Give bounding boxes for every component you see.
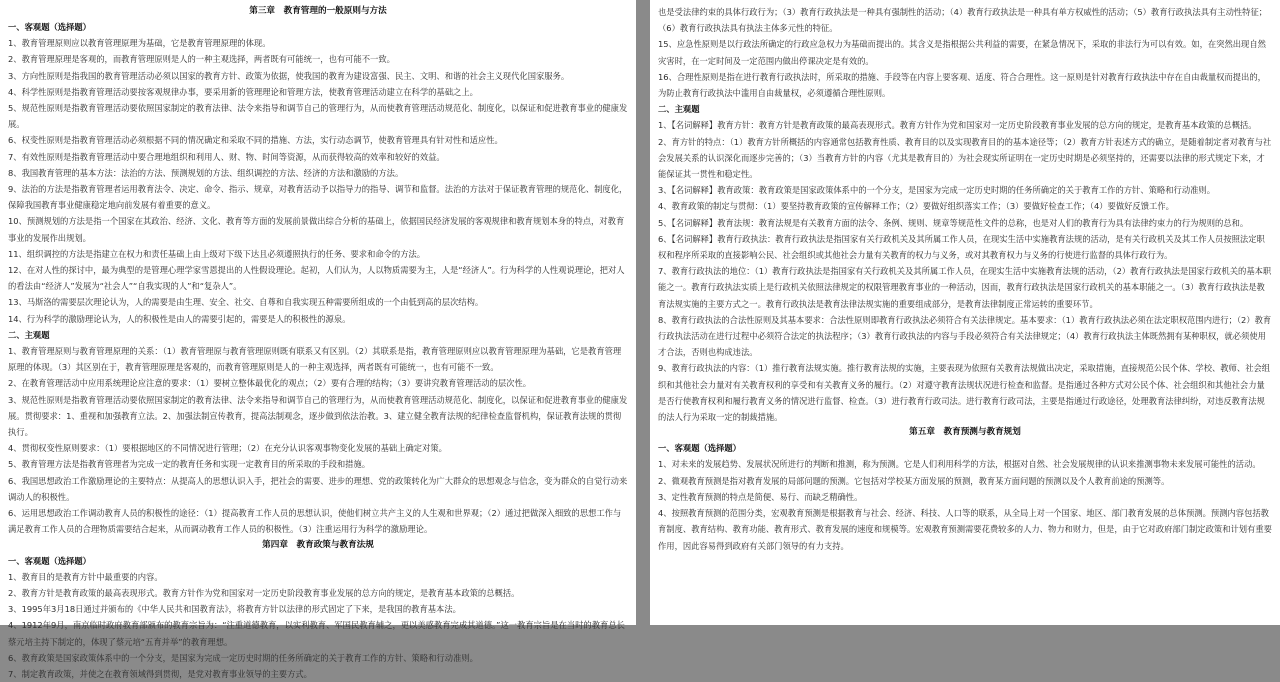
paragraph: 也是受法律约束的具体行政行为；（3）教育行政执法是一种具有强制性的活动；（4）教育行政执法是一种具有单方权威性的活动；（5）教育行政执法具有主动性特征；（6）教育行政执法具有执法主体多元性的特征。 xyxy=(658,7,1268,34)
paragraph: 4、教育政策的制定与贯彻：（1）要坚持教育政策的宣传解释工作；（2）要做好组织落实工作；（3）要做好检查工作；（4）要做好反馈工作。 xyxy=(658,201,1174,212)
paragraph-group xyxy=(8,343,628,537)
paragraph: 3、1995年3月18日通过并颁布的《中华人民共和国教育法》，将教育方针以法律的形式固定了下来，是我国的教育基本法。 xyxy=(8,604,461,615)
paragraph: 2、育方针的特点：（1）教育方针所概括的内容通常包括教育性质、教育目的以及实现教育目的的基本途径等；（2）教育方针表述方式的确立，是随着制定者对教育与社会发展关系的认识深化而逐步完善的；（3）当教育方针的内容（尤其是教育目的）为社会现实所证明在一定历史时期是必须坚持的，还需要以法律的形式规定下来，才能保证其一贯性和稳定性。 xyxy=(658,136,1272,180)
paragraph: 9、教育行政执法的内容：（1）推行教育法规实施。推行教育法规的实施，主要表现为依照有关教育法规做出决定，采取措施，直接规范公民个体、学校、教师、社会组织和其他社会力量对有关教育权利的享受和有关教育义务的履行。（2）对遵守教育法规状况进行检查和监督。是指通过各种方式对公民个体、社会组织和其他社会力量是否行使教育权利和履行教育义务的情况进行监督、检查。（3）进行教育行政司法。进行教育行政司法，主要是指通过行政途径，处理教育法律纠纷，对违反教育法规的法人行为采取一定的制裁措施。 xyxy=(658,363,1271,423)
paragraph: 2、微观教育预测是指对教育发展的局部问题的预测。它包括对学校某方面发展的预测，教育某方面问题的预测以及个人教育前途的预测等。 xyxy=(658,475,1170,486)
paragraph: 1、教育目的是教育方针中最重要的内容。 xyxy=(8,571,163,582)
paragraph: 8、教育行政执法的合法性原则及其基本要求：合法性原则即教育行政执法必须符合有关法律规定。基本要求：（1）教育行政执法必须在法定职权范围内进行；（2）教育行政执法活动在进行过程中必须符合法定的执法程序；（3）教育行政执法的内容与手段必须符合有关法律规定；（4）教育行政执法主体既然拥有某种职权，就必须使用才合法，否则也构成违法。 xyxy=(658,314,1272,358)
paragraph: 7、教育行政执法的地位：（1）教育行政执法是指国家有关行政机关及其所属工作人员，在现实生活中实施教育法规的活动，（2）教育行政执法是国家行政机关的基本职能之一。教育行政执法实质上是行政机关依照法律规定的权限管理教育事业的一种活动，因而，教育行政执法是国家行政机关的基本职能之一。（3）教育行政执法是教育法规实施的主要方式之一。教育行政执法是教育法律法规实施的重要组成部分，是教育法律制度正常运转的重要环节。 xyxy=(658,266,1272,309)
paragraph: 1、教育管理原则应以教育管理原理为基础，它是教育管理原理的体现。 xyxy=(8,38,271,49)
paragraph-group xyxy=(8,35,628,327)
paragraph: 7、制定教育政策，并使之在教育领域得到贯彻，是党对教育事业领导的主要方式。 xyxy=(8,668,312,679)
paragraph: 14、行为科学的激励理论认为，人的积极性是由人的需要引起的，需要是人的积极性的源泉。 xyxy=(8,313,351,324)
paragraph: 7、有效性原则是指教育管理活动中要合理地组织和利用人、财、物、时间等资源，从而获得较高的效率和较好的效益。 xyxy=(8,151,445,162)
paragraph: 10、预测规划的方法是指一个国家在其政治、经济、文化、教育等方面的发展前景做出综合分析的基础上，依据国民经济发展的客观规律和教育规划本身的特点，对教育事业的发展作出规划。 xyxy=(8,216,625,243)
paragraph: 6、教育政策是国家政策体系中的一个分支，是国家为完成一定历史时期的任务所确定的关于教育工作的方针、策略和行动准则。 xyxy=(8,652,478,663)
section-heading: 一、客观题（选择题） xyxy=(8,555,91,566)
chapter-title: 第三章 教育管理的一般原则与方法 xyxy=(249,6,387,16)
paragraph: 15、应急性原则是以行政法所确定的行政应急权力为基础而提出的。其含义是指根据公共利益的需要，在紧急情况下，采取的非法行为可以有效。如，在突然出现自然灾害时，在一定时间及一定范围内做出停课决定是有效的。 xyxy=(658,39,1266,66)
paragraph: 3、方向性原则是指我国的教育管理活动必须以国家的教育方针、政策为依据，使我国的教育为建设富强、民主、文明、和谐的社会主义现代化国家服务。 xyxy=(8,70,570,81)
paragraph: 3、【名词解释】教育政策：教育政策是国家政策体系中的一个分支，是国家为完成一定历史时期的任务所确定的关于教育工作的方针、策略和行动准则。 xyxy=(658,185,1216,196)
paragraph: 6、【名词解释】教育行政执法：教育行政执法是指国家有关行政机关及其所属工作人员，在现实生活中实施教育法规的活动，是有关行政机关及其工作人员按照法定职权和程序所采取的直接影响公民、社会组织或其他社会力量有关教育的权力与义务，或对其教育权力与义务的行使进行监督的具体行政行为。 xyxy=(658,233,1265,261)
paragraph: 8、我国教育管理的基本方法：法治的方法、预测规划的方法、组织调控的方法、经济的方法和激励的方法。 xyxy=(8,167,404,178)
paragraph-group xyxy=(658,117,1272,425)
paragraph: 3、规范性原则是指教育管理活动要依照国家制定的教育法律、法令来指导和调节自己的管理行为，从而使教育管理活动规范化、制度化，以保证和促进教育事业的健康发展。贯彻要求：1、重视和加强教育立法。2、加强法制宣传教育，提高法制观念，逐步做到依法治教。3、建立健全教育法规的纪律检查监督机构，保证教育法规的贯彻执行。 xyxy=(8,394,628,438)
paragraph: 2、教育方针是教育政策的最高表现形式。教育方针作为党和国家对一定历史阶段教育事业发展的总方向的规定，是教育基本政策的总概括。 xyxy=(8,587,520,598)
paragraph: 1、教育管理原则与教育管理原理的关系：（1）教育管理原与教育管理原则既有联系又有区别。（2）其联系是指，教育管理原则应以教育管理原理为基础，它是教育管理原理的体现。（3）其区别在于，教育管理原理是客观的，而教育管理原则是人的一种主观选择，两者既有可能统一，也有可能不一致。 xyxy=(8,346,622,373)
paragraph: 16、合理性原则是指在进行教育行政执法时，所采取的措施、手段等在内容上要客观、适度、符合合理性。这一原则是针对教育行政执法中存在自由裁量权而提出的，为防止教育行政执法中滥用自由裁量权，必须遵循合理性原则。 xyxy=(658,71,1266,99)
paragraph-group xyxy=(658,456,1272,553)
section-heading: 二、主观题 xyxy=(658,104,700,115)
chapter-title: 第五章 教育预测与教育规划 xyxy=(909,427,1021,438)
paragraph: 5、【名词解释】教育法规：教育法规是有关教育方面的法令、条例、规则、规章等规范性文件的总称，也是对人们的教育行为具有法律约束力的行为规则的总和。 xyxy=(658,217,1249,228)
section-heading: 一、客观题（选择题） xyxy=(8,22,91,32)
paragraph: 6、我国思想政治工作激励理论的主要特点：从提高人的思想认识入手，把社会的需要、进步的理想、党的政策转化为广大群众的思想观念与信念，变为群众的自觉行动来调动人的积极性。 xyxy=(8,475,628,502)
paragraph: 4、科学性原则是指教育管理活动要按客观规律办事，要采用新的管理理论和管理方法，使教育管理活动建立在科学的基础之上。 xyxy=(8,86,478,97)
paragraph: 3、定性教育预测的特点是简便、易行、而缺乏精确性。 xyxy=(658,491,863,502)
paragraph: 2、教育管理原理是客观的，而教育管理原则是人的一种主观选择，两者既有可能统一，也有可能不一致。 xyxy=(8,54,395,65)
chapter-title: 第四章 教育政策与教育法规 xyxy=(262,539,374,550)
paragraph-group xyxy=(658,4,1272,101)
paragraph: 5、教育管理方法是指教育管理者为完成一定的教育任务和实现一定教育目的所采取的手段和措施。 xyxy=(8,459,371,470)
paragraph: 1、【名词解释】教育方针：教育方针是教育政策的最高表现形式。教育方针作为党和国家对一定历史阶段教育事业发展的总方向的规定，是教育基本政策的总概括。 xyxy=(658,120,1257,131)
paragraph: 11、组织调控的方法是指建立在权力和责任基础上由上级对下级下达且必须遵照执行的任务、要求和命令的方法。 xyxy=(8,248,426,259)
paragraph: 4、贯彻权变性原则要求：（1）要根据地区的不同情况进行管理；（2）在充分认识客观事物变化发展的基础上确定对策。 xyxy=(8,443,447,454)
paragraph: 4、1912年9月，南京临时政府教育部颁布的教育宗旨为：“注重道德教育，以实利教育、军国民教育辅之，更以美感教育完成其道德。”这一教育宗旨是在当时的教育总长蔡元培主持下制定的，体现了蔡元培“五育并举”的教育理想。 xyxy=(8,620,625,647)
left-page xyxy=(0,0,636,679)
paragraph: 1、对未来的发展趋势、发展状况所进行的判断和推测，称为预测。它是人们利用科学的方法，根据对自然、社会发展规律的认识来推测事物未来发展可能性的活动。 xyxy=(658,459,1261,470)
section-heading: 二、主观题 xyxy=(8,329,50,340)
paragraph: 6、权变性原则是指教育管理活动必须根据不同的情况确定和采取不同的措施、方法，实行动态调节，使教育管理具有针对性和适应性。 xyxy=(8,135,503,146)
paragraph: 2、在教育管理活动中应用系统理论应注意的要求：（1）要树立整体最优化的观点；（2）要有合理的结构；（3）要讲究教育管理活动的层次性。 xyxy=(8,378,532,389)
paragraph: 9、法治的方法是指教育管理者运用教育法令、决定、命令、指示、规章，对教育活动予以指导力的指导、调节和监督。法治的方法对于保证教育管理的规范化、制度化，保障我国教育事业健康稳定地向前发展有着重要的意义。 xyxy=(8,184,628,211)
section-heading: 一、客观题（选择题） xyxy=(658,443,741,454)
paragraph: 4、按照教育预测的范围分类，宏观教育预测是根据教育与社会、经济、科技、人口等的联系，从全局上对一个国家、地区、部门教育发展的总体预测。预测内容包括教育制度、教育结构、教育功能、教育形式、教育发展的速度和规模等。宏观教育预测需要花费较多的人力、物力和财力，但是，由于它对政府部门制定政策和计划有重要作用，因此容易得到政府有关部门领导的有力支持。 xyxy=(658,508,1272,551)
paragraph: 5、规范性原则是指教育管理活动要依照国家制定的教育法律、法令来指导和调节自己的管理行为，从而使教育管理活动规范化、制度化，以保证和促进教育事业的健康发展。 xyxy=(8,103,628,130)
right-page xyxy=(650,0,1280,625)
paragraph-group xyxy=(8,569,628,682)
paragraph: 13、马斯洛的需要层次理论认为，人的需要是由生理、安全、社交、自尊和自我实现五种需要所组成的一个由低到高的层次结构。 xyxy=(8,297,484,308)
paragraph: 6、运用思想政治工作调动教育人员的积极性的途径：（1）提高教育工作人员的思想认识，使他们树立共产主义的人生观和世界观；（2）通过把做深入细致的思想工作与满足教育工作人员的合理物质需要结合起来，从而调动教育工作人员的积极性。（3）注重运用行为科学的激励理论。 xyxy=(8,508,622,535)
paragraph: 12、在对人性的探讨中，最为典型的是管理心理学家雪恩提出的人性假设理论。起初，人们认为，人以物质需要为主，人是“经济人”。行为科学的人性观说理论，把对人的看法由“经济人”发展为“社会人”“自我实现的人”和“复杂人”。 xyxy=(8,265,625,292)
